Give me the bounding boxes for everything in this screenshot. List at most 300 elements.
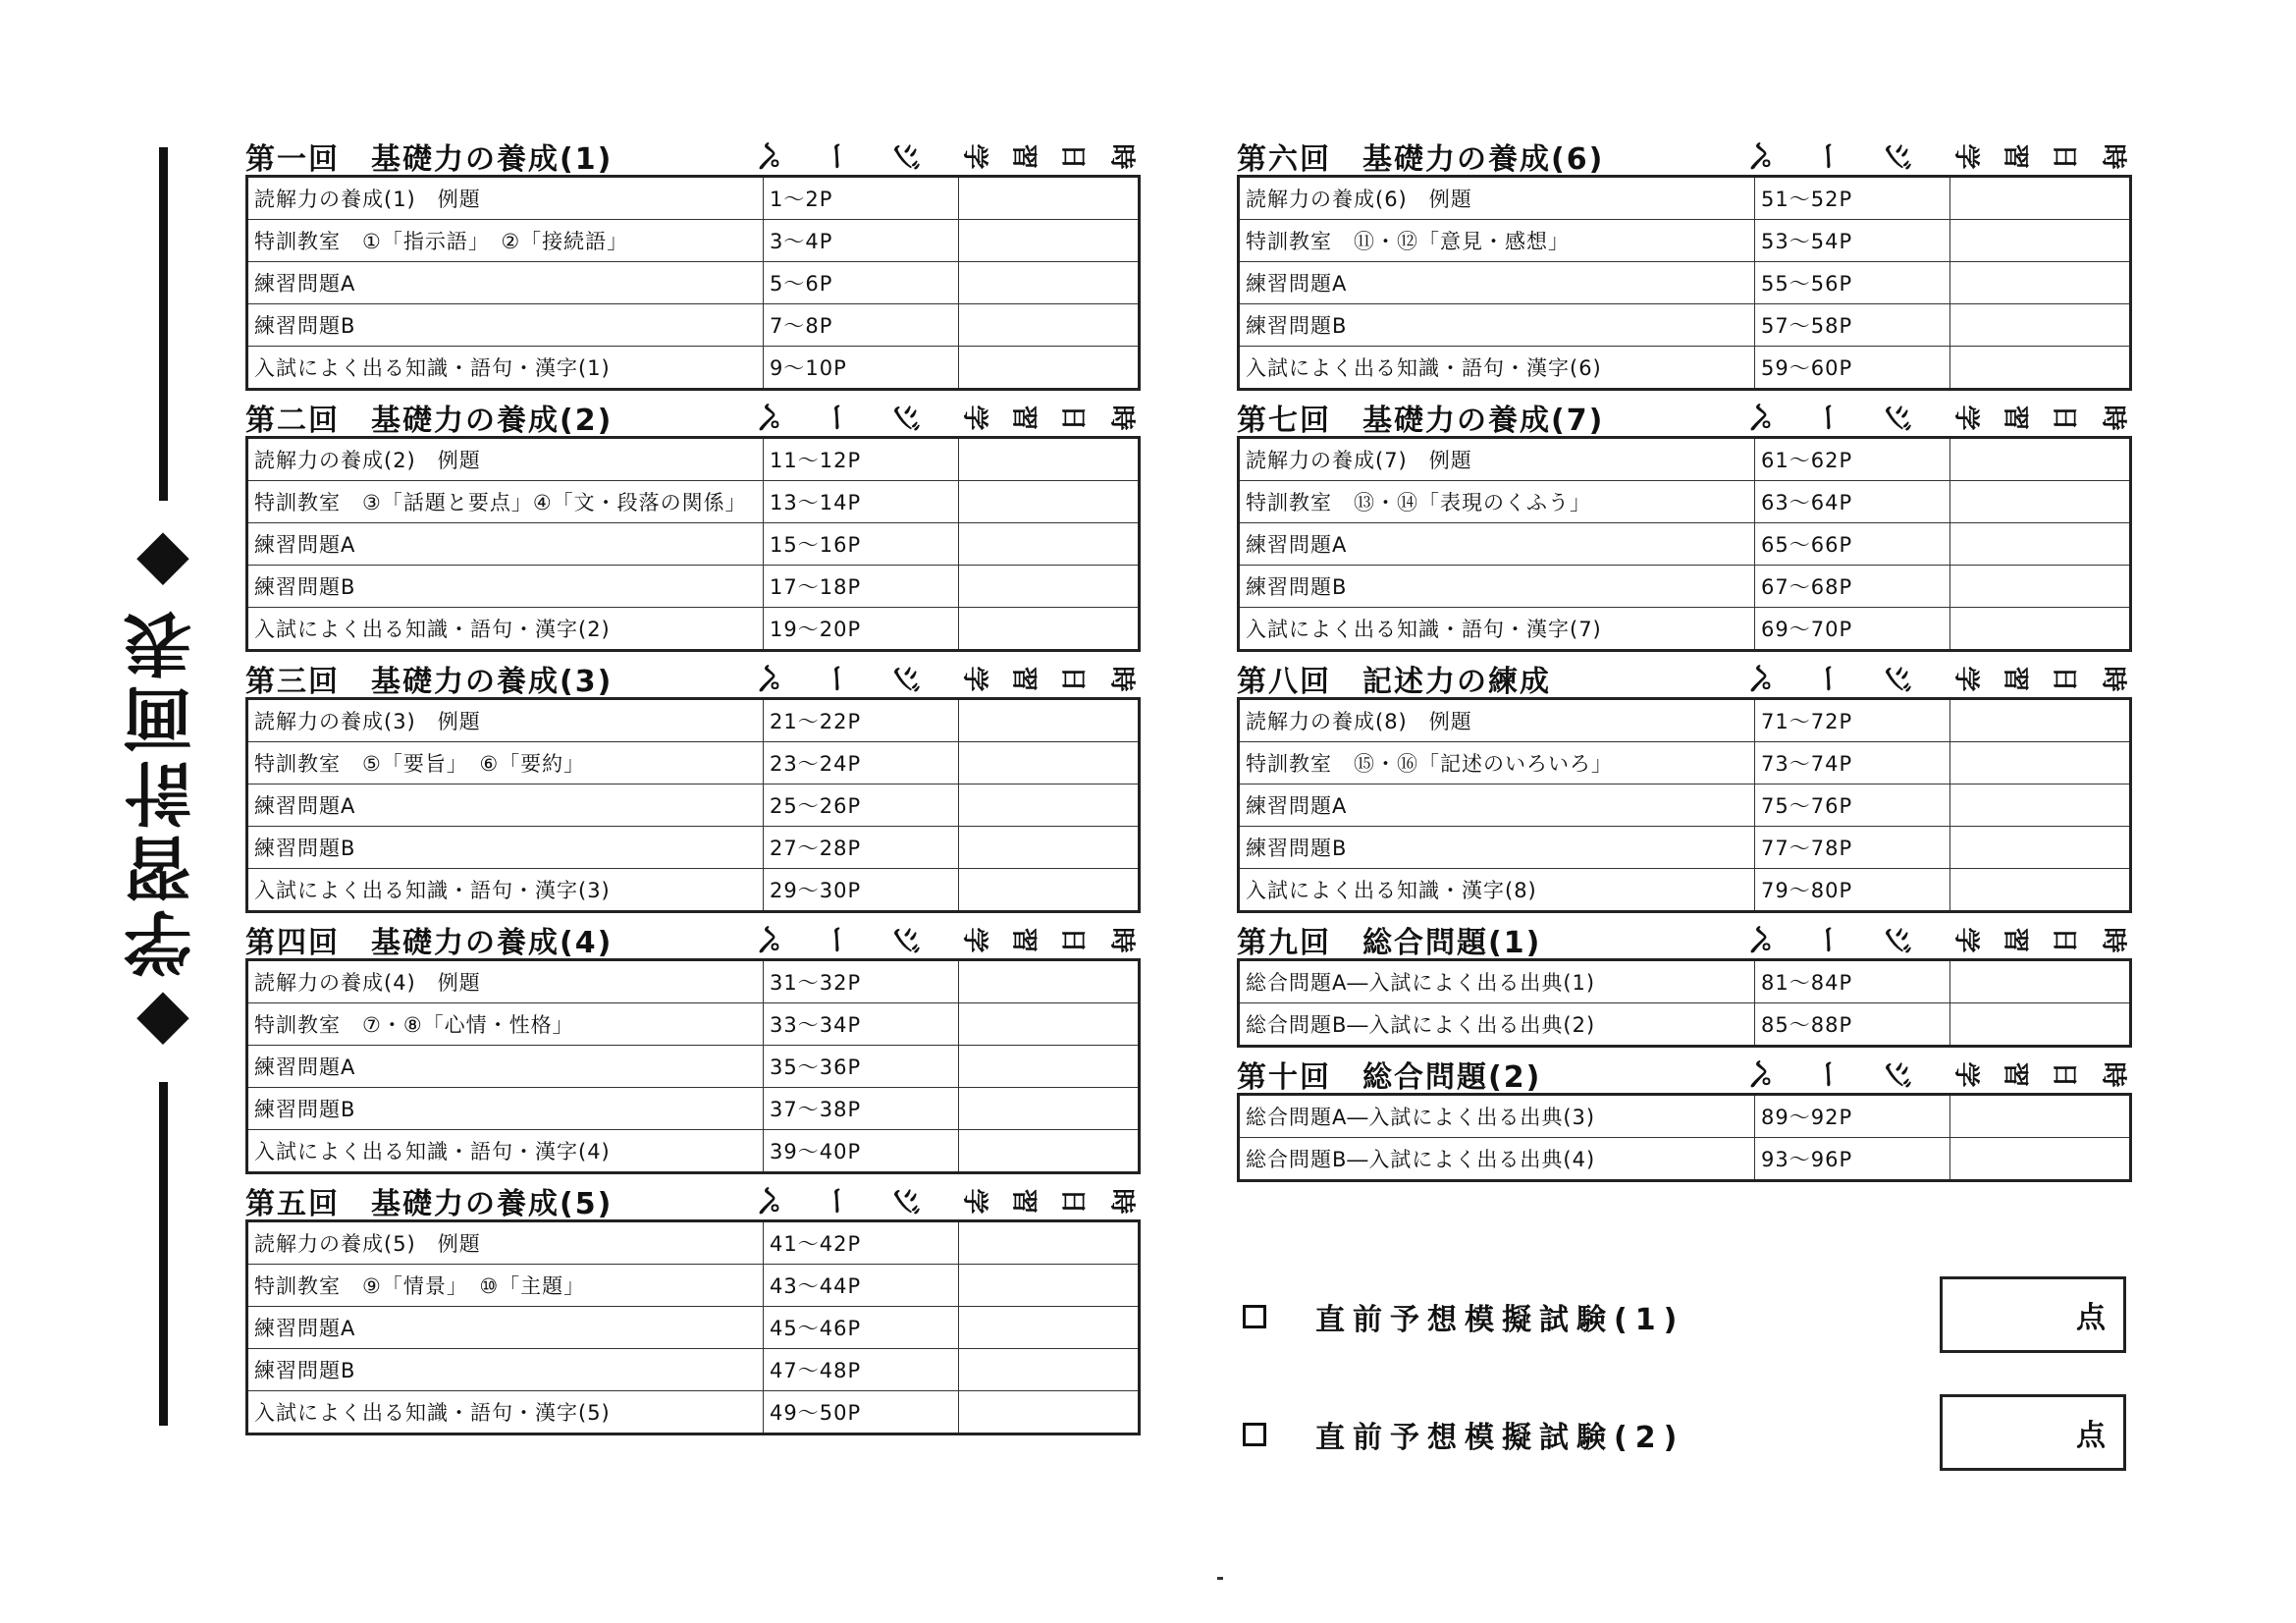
- lesson-table: [1237, 436, 2132, 652]
- schedule-column-right: [1237, 137, 2140, 1190]
- study-item: 読解力の養成(3) 例題: [247, 699, 764, 742]
- page-header-char: ジ: [1879, 925, 1913, 954]
- study-item: 練習問題B: [1239, 304, 1755, 347]
- page-title-block: [116, 147, 210, 1483]
- lesson-header: [1237, 399, 2140, 436]
- date-header-char: 日: [1057, 142, 1088, 170]
- page-header-char: ペ: [750, 664, 784, 693]
- mock-exam-2-checkbox[interactable]: [1243, 1423, 1266, 1446]
- table-row: [247, 1046, 1140, 1088]
- study-item: 入試によく出る知識・語句・漢字(4): [247, 1130, 764, 1173]
- date-header-char: 時: [2098, 142, 2128, 170]
- lesson-table: [1237, 1093, 2132, 1182]
- table-row: [247, 1003, 1140, 1046]
- page-range: 5～6P: [764, 262, 959, 304]
- page-header-char: ペ: [750, 403, 784, 432]
- study-item: 練習問題A: [247, 262, 764, 304]
- page-header-char: ー: [1810, 403, 1844, 432]
- study-item: 総合問題B―入試によく出る出典(4): [1239, 1138, 1755, 1181]
- lesson-header: [245, 137, 1148, 175]
- study-item: 練習問題A: [247, 1307, 764, 1349]
- date-header-char: 時: [1106, 665, 1137, 692]
- study-date-cell[interactable]: [1950, 523, 2131, 566]
- date-header-char: 日: [1057, 665, 1088, 692]
- lesson-section: [245, 399, 1148, 652]
- study-item: 特訓教室 ⑪・⑫「意見・感想」: [1239, 220, 1755, 262]
- page-range: 21～22P: [764, 699, 959, 742]
- study-item: 練習問題A: [247, 523, 764, 566]
- page-range: 39～40P: [764, 1130, 959, 1173]
- table-row: [247, 869, 1140, 912]
- mock-exam-2-score-unit: 点: [2076, 1419, 2106, 1453]
- lesson-title: 第六回 基礎力の養成(6): [1237, 142, 1605, 177]
- table-row: [247, 523, 1140, 566]
- lesson-section: [245, 921, 1148, 1174]
- date-header-char: 習: [1008, 404, 1039, 431]
- lesson-section: [1237, 137, 2140, 391]
- study-date-cell[interactable]: [959, 1221, 1140, 1265]
- page-range: 45～46P: [764, 1307, 959, 1349]
- lesson-section: [245, 1182, 1148, 1435]
- page-title: ◆学習計画表◆: [123, 518, 203, 1064]
- page-range: 81～84P: [1755, 960, 1950, 1003]
- date-header-char: 学: [1950, 404, 1981, 431]
- lesson-title: 第三回 基礎力の養成(3): [245, 665, 614, 699]
- study-date-cell[interactable]: [959, 827, 1140, 869]
- date-column-header: [952, 1183, 1148, 1219]
- table-row: [1239, 608, 2131, 651]
- lesson-section: [1237, 1055, 2140, 1182]
- date-header-char: 学: [1950, 1060, 1981, 1088]
- lesson-title: 第二回 基礎力の養成(2): [245, 404, 614, 438]
- study-date-cell[interactable]: [959, 1265, 1140, 1307]
- date-header-char: 時: [1106, 926, 1137, 953]
- table-row: [247, 1221, 1140, 1265]
- page-range: 19～20P: [764, 608, 959, 651]
- title-rule-top: [159, 147, 168, 501]
- study-item: 練習問題B: [247, 1088, 764, 1130]
- study-date-cell[interactable]: [959, 220, 1140, 262]
- page-range: 53～54P: [1755, 220, 1950, 262]
- date-header-char: 習: [1008, 926, 1039, 953]
- date-header-char: 時: [2098, 1060, 2128, 1088]
- page-header-char: ジ: [1879, 141, 1913, 171]
- study-date-cell[interactable]: [959, 304, 1140, 347]
- lesson-section: [245, 137, 1148, 391]
- study-date-cell[interactable]: [959, 566, 1140, 608]
- page-range: 43～44P: [764, 1265, 959, 1307]
- page-range: 71～72P: [1755, 699, 1950, 742]
- date-header-char: 日: [1057, 404, 1088, 431]
- study-date-cell[interactable]: [959, 438, 1140, 481]
- mock-exam-1: [1237, 1276, 2132, 1357]
- page-range: 25～26P: [764, 784, 959, 827]
- study-item: 読解力の養成(5) 例題: [247, 1221, 764, 1265]
- study-date-cell[interactable]: [959, 1046, 1140, 1088]
- study-date-cell[interactable]: [1950, 481, 2131, 523]
- page-range: 79～80P: [1755, 869, 1950, 912]
- page-header-char: ジ: [1879, 1059, 1913, 1089]
- page-range: 65～66P: [1755, 523, 1950, 566]
- date-header-char: 学: [959, 665, 989, 692]
- lesson-section: [1237, 660, 2140, 913]
- page-header-char: ペ: [1741, 1059, 1776, 1089]
- study-item: 練習問題B: [247, 827, 764, 869]
- page-range: 59～60P: [1755, 347, 1950, 390]
- study-date-cell[interactable]: [959, 1349, 1140, 1391]
- table-row: [247, 481, 1140, 523]
- table-row: [247, 784, 1140, 827]
- page-header-char: ペ: [1741, 403, 1776, 432]
- page-header-char: ペ: [750, 141, 784, 171]
- lesson-table: [245, 1219, 1141, 1435]
- study-date-cell[interactable]: [1950, 1138, 2131, 1181]
- page-range: 7～8P: [764, 304, 959, 347]
- study-item: 入試によく出る知識・語句・漢字(1): [247, 347, 764, 390]
- table-row: [247, 304, 1140, 347]
- page-header-char: ー: [819, 925, 853, 954]
- date-header-char: 学: [1950, 665, 1981, 692]
- study-item: 練習問題B: [247, 304, 764, 347]
- study-date-cell[interactable]: [1950, 960, 2131, 1003]
- page-header-char: ジ: [887, 403, 922, 432]
- page-range: 89～92P: [1755, 1095, 1950, 1138]
- page-column-header: [1741, 1053, 1944, 1096]
- table-row: [1239, 304, 2131, 347]
- lesson-header: [1237, 921, 2140, 958]
- study-item: 入試によく出る知識・語句・漢字(7): [1239, 608, 1755, 651]
- page-range: 57～58P: [1755, 304, 1950, 347]
- page-header-char: ー: [1810, 141, 1844, 171]
- page-header-char: ペ: [1741, 925, 1776, 954]
- page-column-header: [1741, 657, 1944, 700]
- lesson-table: [245, 697, 1141, 913]
- date-column-header: [952, 922, 1148, 958]
- page-header-char: ジ: [887, 1186, 922, 1216]
- page-range: 23～24P: [764, 742, 959, 784]
- date-header-char: 習: [1008, 142, 1039, 170]
- study-item: 入試によく出る知識・語句・漢字(6): [1239, 347, 1755, 390]
- study-item: 読解力の養成(7) 例題: [1239, 438, 1755, 481]
- page-column-header: [1741, 396, 1944, 439]
- study-item: 入試によく出る知識・漢字(8): [1239, 869, 1755, 912]
- page-column-header: [750, 918, 952, 961]
- date-column-header: [952, 400, 1148, 436]
- date-column-header: [1944, 1056, 2140, 1093]
- study-item: 特訓教室 ⑬・⑭「表現のくふう」: [1239, 481, 1755, 523]
- page-header-char: ジ: [1879, 664, 1913, 693]
- page-range: 29～30P: [764, 869, 959, 912]
- date-header-char: 日: [2049, 1060, 2079, 1088]
- lesson-table: [245, 436, 1141, 652]
- table-row: [247, 608, 1140, 651]
- page-range: 1～2P: [764, 177, 959, 220]
- study-date-cell[interactable]: [959, 960, 1140, 1003]
- page-header-char: ー: [819, 664, 853, 693]
- page-range: 13～14P: [764, 481, 959, 523]
- study-item: 特訓教室 ③「話題と要点」④「文・段落の関係」: [247, 481, 764, 523]
- table-row: [247, 742, 1140, 784]
- table-row: [1239, 1095, 2131, 1138]
- table-row: [247, 1265, 1140, 1307]
- study-item: 読解力の養成(4) 例題: [247, 960, 764, 1003]
- page-header-char: ペ: [750, 925, 784, 954]
- study-item: 読解力の養成(1) 例題: [247, 177, 764, 220]
- lesson-title: 第十回 総合問題(2): [1237, 1060, 1542, 1095]
- page-range: 33～34P: [764, 1003, 959, 1046]
- study-date-cell[interactable]: [959, 177, 1140, 220]
- study-item: 練習問題B: [1239, 566, 1755, 608]
- study-date-cell[interactable]: [959, 1088, 1140, 1130]
- lesson-table: [1237, 175, 2132, 391]
- page-column-header: [750, 657, 952, 700]
- table-row: [247, 1307, 1140, 1349]
- date-header-char: 学: [1950, 142, 1981, 170]
- table-row: [247, 1349, 1140, 1391]
- study-date-cell[interactable]: [959, 523, 1140, 566]
- date-header-char: 日: [1057, 1187, 1088, 1215]
- study-item: 特訓教室 ①「指示語」 ②「接続語」: [247, 220, 764, 262]
- page-column-header: [750, 1179, 952, 1222]
- page-header-char: ペ: [1741, 664, 1776, 693]
- study-item: 読解力の養成(2) 例題: [247, 438, 764, 481]
- date-column-header: [1944, 400, 2140, 436]
- lesson-title: 第八回 記述力の練成: [1237, 665, 1551, 699]
- page-header-char: ジ: [1879, 403, 1913, 432]
- title-rule-bottom: [159, 1082, 168, 1426]
- page-range: 75～76P: [1755, 784, 1950, 827]
- page-header-char: ペ: [750, 1186, 784, 1216]
- page-header-char: ジ: [887, 664, 922, 693]
- study-item: 入試によく出る知識・語句・漢字(2): [247, 608, 764, 651]
- mock-exam-2-label: 直前予想模擬試験(2): [1315, 1421, 1685, 1455]
- date-header-char: 時: [2098, 665, 2128, 692]
- study-item: 練習問題A: [1239, 523, 1755, 566]
- study-date-cell[interactable]: [959, 481, 1140, 523]
- lesson-title: 第四回 基礎力の養成(4): [245, 926, 614, 960]
- date-header-char: 時: [1106, 1187, 1137, 1215]
- page-header-char: ー: [1810, 1059, 1844, 1089]
- mock-exam-2-score-box[interactable]: [1940, 1394, 2126, 1471]
- study-item: 特訓教室 ⑮・⑯「記述のいろいろ」: [1239, 742, 1755, 784]
- study-date-cell[interactable]: [959, 869, 1140, 912]
- mock-exam-1-score-box[interactable]: [1940, 1276, 2126, 1353]
- study-date-cell[interactable]: [1950, 438, 2131, 481]
- study-date-cell[interactable]: [1950, 566, 2131, 608]
- study-item: 総合問題B―入試によく出る出典(2): [1239, 1003, 1755, 1047]
- study-date-cell[interactable]: [959, 608, 1140, 651]
- study-date-cell[interactable]: [1950, 220, 2131, 262]
- lesson-section: [1237, 399, 2140, 652]
- study-date-cell[interactable]: [1950, 1003, 2131, 1047]
- study-item: 入試によく出る知識・語句・漢字(5): [247, 1391, 764, 1434]
- study-date-cell[interactable]: [959, 1391, 1140, 1434]
- lesson-header: [1237, 137, 2140, 175]
- table-row: [247, 827, 1140, 869]
- page-range: 31～32P: [764, 960, 959, 1003]
- table-row: [247, 1391, 1140, 1434]
- table-row: [1239, 177, 2131, 220]
- study-date-cell[interactable]: [1950, 304, 2131, 347]
- page-range: 11～12P: [764, 438, 959, 481]
- table-row: [1239, 742, 2131, 784]
- page-header-char: ジ: [887, 141, 922, 171]
- date-header-char: 時: [2098, 404, 2128, 431]
- table-row: [1239, 566, 2131, 608]
- study-date-cell[interactable]: [959, 699, 1140, 742]
- scan-speck: [1217, 1577, 1223, 1580]
- table-row: [1239, 784, 2131, 827]
- study-date-cell[interactable]: [1950, 699, 2131, 742]
- study-date-cell[interactable]: [1950, 177, 2131, 220]
- study-item: 練習問題B: [1239, 827, 1755, 869]
- page-column-header: [1741, 918, 1944, 961]
- date-header-char: 日: [2049, 404, 2079, 431]
- date-header-char: 学: [959, 926, 989, 953]
- mock-exam-1-checkbox[interactable]: [1243, 1305, 1266, 1328]
- lesson-header: [1237, 660, 2140, 697]
- page-header-char: ー: [819, 141, 853, 171]
- page-header-char: ー: [1810, 925, 1844, 954]
- table-row: [1239, 960, 2131, 1003]
- page-column-header: [750, 135, 952, 178]
- mock-exam-1-score-unit: 点: [2076, 1301, 2106, 1335]
- lesson-table: [245, 175, 1141, 391]
- table-row: [1239, 1138, 2131, 1181]
- date-header-char: 学: [959, 404, 989, 431]
- date-header-char: 習: [1008, 665, 1039, 692]
- page-header-char: ジ: [887, 925, 922, 954]
- study-date-cell[interactable]: [1950, 608, 2131, 651]
- date-header-char: 時: [1106, 404, 1137, 431]
- page-header-char: ー: [819, 403, 853, 432]
- table-row: [247, 1130, 1140, 1173]
- study-date-cell[interactable]: [959, 1307, 1140, 1349]
- page-column-header: [1741, 135, 1944, 178]
- study-date-cell[interactable]: [959, 1003, 1140, 1046]
- study-date-cell[interactable]: [1950, 869, 2131, 912]
- study-item: 特訓教室 ⑤「要旨」 ⑥「要約」: [247, 742, 764, 784]
- table-row: [247, 438, 1140, 481]
- study-item: 入試によく出る知識・語句・漢字(3): [247, 869, 764, 912]
- page-range: 35～36P: [764, 1046, 959, 1088]
- date-header-char: 日: [1057, 926, 1088, 953]
- date-column-header: [1944, 922, 2140, 958]
- date-header-char: 時: [1106, 142, 1137, 170]
- table-row: [247, 177, 1140, 220]
- page-range: 63～64P: [1755, 481, 1950, 523]
- table-row: [1239, 523, 2131, 566]
- schedule-column-left: [245, 137, 1148, 1443]
- study-item: 総合問題A―入試によく出る出典(3): [1239, 1095, 1755, 1138]
- table-row: [247, 699, 1140, 742]
- study-item: 練習問題B: [247, 1349, 764, 1391]
- table-row: [247, 347, 1140, 390]
- page-range: 69～70P: [1755, 608, 1950, 651]
- study-date-cell[interactable]: [1950, 784, 2131, 827]
- page-range: 61～62P: [1755, 438, 1950, 481]
- table-row: [1239, 438, 2131, 481]
- table-row: [1239, 699, 2131, 742]
- date-header-char: 学: [959, 1187, 989, 1215]
- date-header-char: 学: [959, 142, 989, 170]
- study-date-cell[interactable]: [959, 742, 1140, 784]
- page-range: 9～10P: [764, 347, 959, 390]
- table-row: [247, 262, 1140, 304]
- lesson-header: [245, 399, 1148, 436]
- study-item: 練習問題A: [1239, 262, 1755, 304]
- table-row: [247, 220, 1140, 262]
- study-item: 読解力の養成(6) 例題: [1239, 177, 1755, 220]
- study-item: 特訓教室 ⑨「情景」 ⑩「主題」: [247, 1265, 764, 1307]
- study-date-cell[interactable]: [1950, 742, 2131, 784]
- table-row: [1239, 220, 2131, 262]
- page-range: 17～18P: [764, 566, 959, 608]
- date-header-char: 学: [1950, 926, 1981, 953]
- table-row: [247, 566, 1140, 608]
- page-range: 85～88P: [1755, 1003, 1950, 1047]
- page-column-header: [750, 396, 952, 439]
- page-range: 37～38P: [764, 1088, 959, 1130]
- mock-exam-1-label: 直前予想模擬試験(1): [1315, 1303, 1685, 1337]
- page-range: 3～4P: [764, 220, 959, 262]
- study-date-cell[interactable]: [959, 1130, 1140, 1173]
- table-row: [1239, 347, 2131, 390]
- study-item: 特訓教室 ⑦・⑧「心情・性格」: [247, 1003, 764, 1046]
- date-header-char: 習: [2000, 926, 2030, 953]
- study-date-cell[interactable]: [959, 347, 1140, 390]
- study-item: 練習問題A: [247, 784, 764, 827]
- study-item: 練習問題B: [247, 566, 764, 608]
- study-date-cell[interactable]: [1950, 1095, 2131, 1138]
- page-range: 27～28P: [764, 827, 959, 869]
- study-item: 練習問題A: [247, 1046, 764, 1088]
- date-header-char: 日: [2049, 926, 2079, 953]
- date-header-char: 時: [2098, 926, 2128, 953]
- page-range: 49～50P: [764, 1391, 959, 1434]
- date-header-char: 日: [2049, 665, 2079, 692]
- study-date-cell[interactable]: [1950, 347, 2131, 390]
- study-item: 練習問題A: [1239, 784, 1755, 827]
- table-row: [247, 1088, 1140, 1130]
- lesson-title: 第七回 基礎力の養成(7): [1237, 404, 1605, 438]
- page-range: 73～74P: [1755, 742, 1950, 784]
- study-date-cell[interactable]: [1950, 262, 2131, 304]
- lesson-title: 第五回 基礎力の養成(5): [245, 1187, 614, 1221]
- study-date-cell[interactable]: [959, 262, 1140, 304]
- study-date-cell[interactable]: [959, 784, 1140, 827]
- date-header-char: 習: [2000, 142, 2030, 170]
- date-column-header: [952, 661, 1148, 697]
- date-header-char: 習: [1008, 1187, 1039, 1215]
- table-row: [247, 960, 1140, 1003]
- date-header-char: 習: [2000, 1060, 2030, 1088]
- page-header-char: ペ: [1741, 141, 1776, 171]
- lesson-header: [245, 921, 1148, 958]
- page-range: 15～16P: [764, 523, 959, 566]
- study-date-cell[interactable]: [1950, 827, 2131, 869]
- date-header-char: 日: [2049, 142, 2079, 170]
- page-range: 51～52P: [1755, 177, 1950, 220]
- page-range: 55～56P: [1755, 262, 1950, 304]
- page-header-char: ー: [1810, 664, 1844, 693]
- lesson-header: [245, 1182, 1148, 1219]
- page-range: 47～48P: [764, 1349, 959, 1391]
- table-row: [1239, 1003, 2131, 1047]
- lesson-section: [245, 660, 1148, 913]
- date-column-header: [1944, 661, 2140, 697]
- page-range: 93～96P: [1755, 1138, 1950, 1181]
